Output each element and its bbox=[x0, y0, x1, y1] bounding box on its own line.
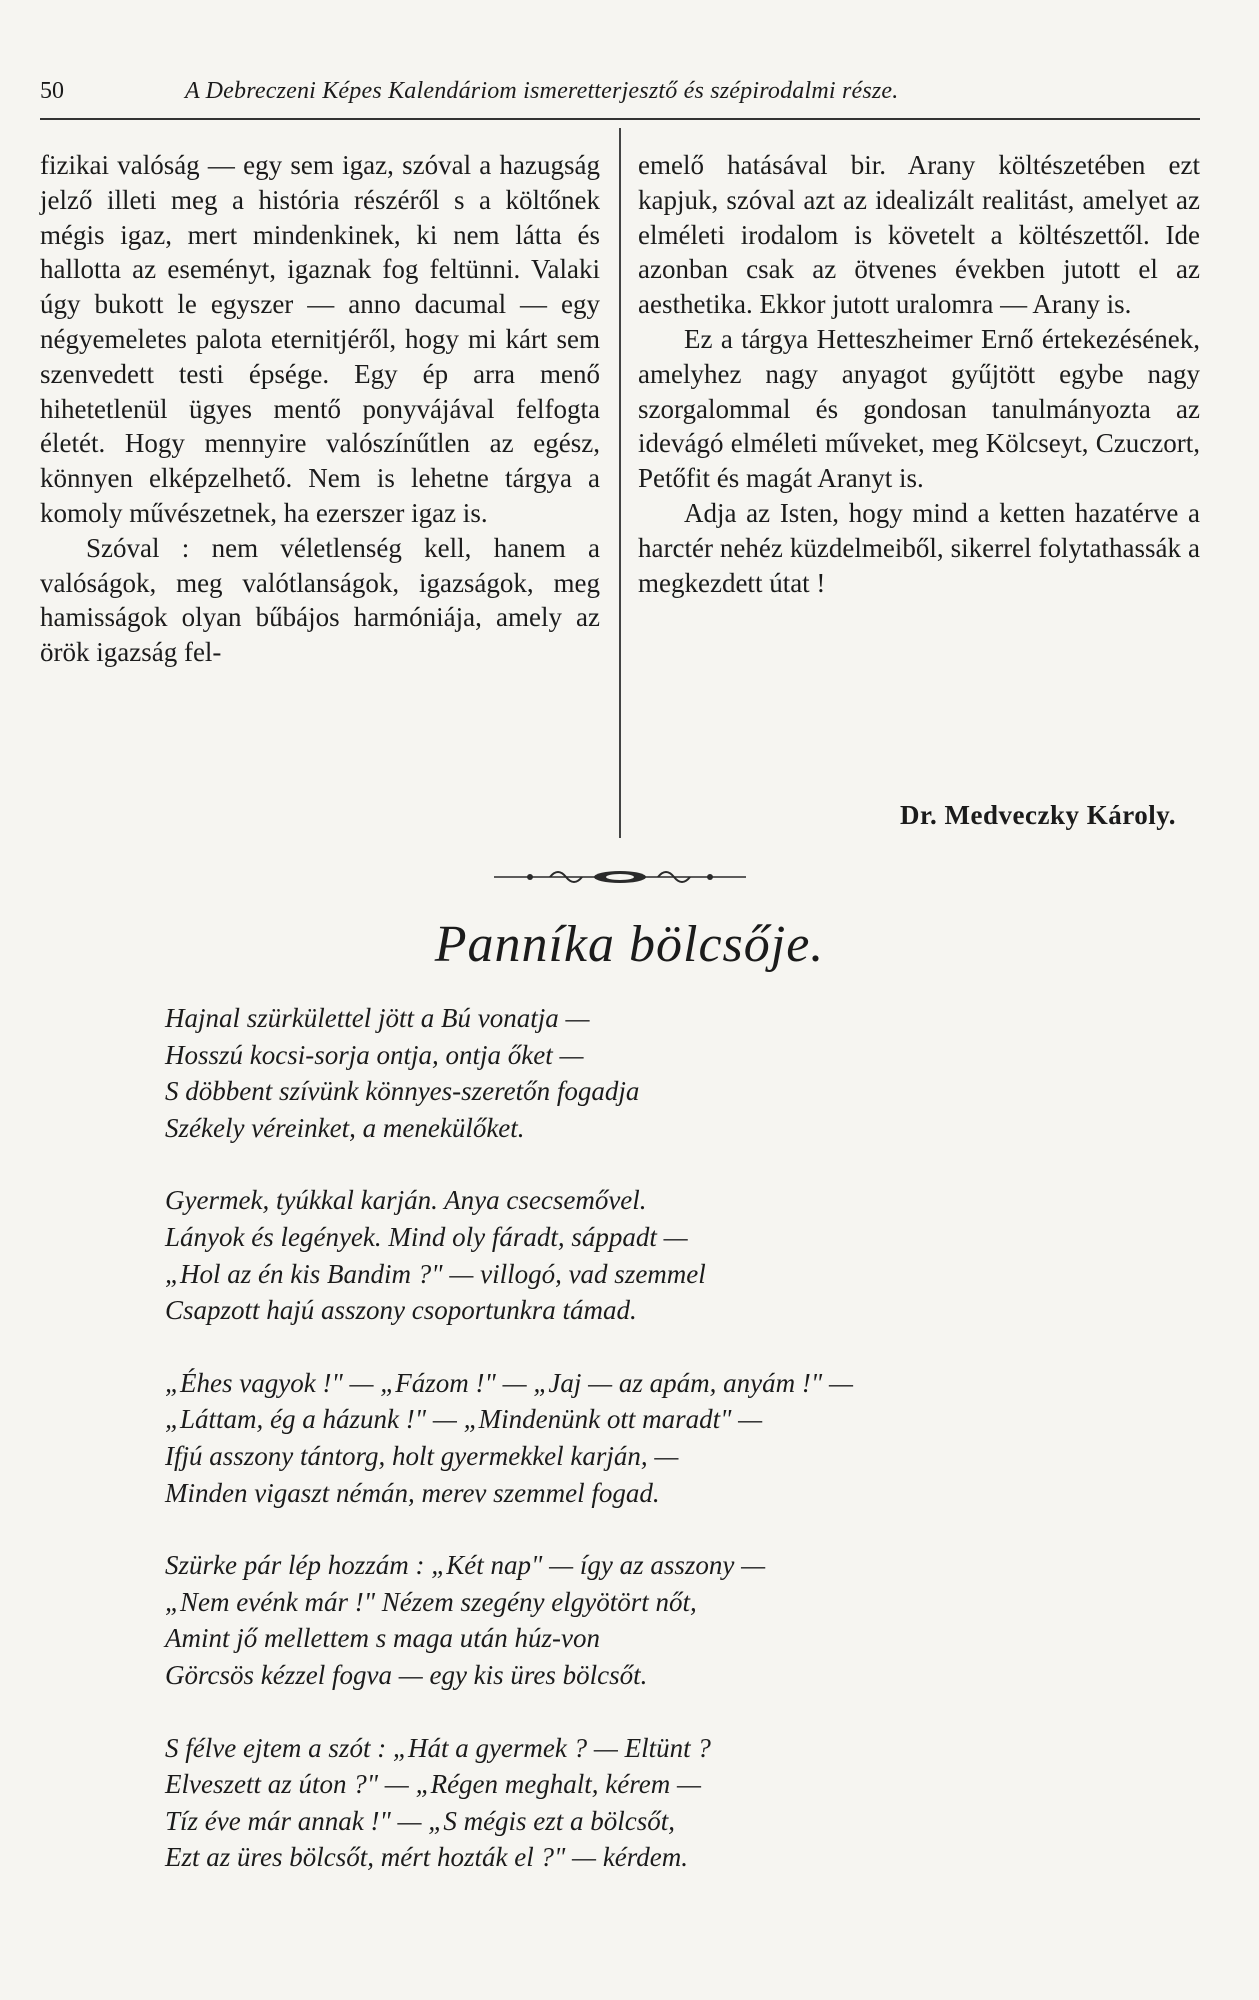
verse-line: Amint jő mellettem s maga után húz-von bbox=[165, 1623, 600, 1654]
verse-line: Elveszett az úton ?" — „Régen meghalt, kérem — bbox=[165, 1769, 701, 1800]
left-paragraph-2: Szóval : nem véletlenség kell, hanem a valóságok, meg valótlanságok, igazságok, meg hamisságok olyan bűbájos harmóniája, amely az örök igazság fel- bbox=[40, 532, 600, 668]
verse-line: Ezt az üres bölcsőt, mért hozták el ?" — kérdem. bbox=[165, 1842, 689, 1873]
right-column bbox=[638, 148, 1200, 600]
verse-line: Tíz éve már annak !" — „S mégis ezt a bölcsőt, bbox=[165, 1805, 676, 1836]
verse-line: Minden vigaszt némán, merev szemmel fogad. bbox=[165, 1477, 660, 1508]
verse-line: Ifjú asszony tántorg, holt gyermekkel karján, — bbox=[165, 1440, 679, 1471]
ornament-divider bbox=[490, 865, 750, 889]
poem-title: Panníka bölcsője. bbox=[434, 916, 825, 973]
verse-line: Csapzott hajú asszony csoportunkra támad. bbox=[165, 1295, 637, 1326]
verse-line: „Hol az én kis Bandim ?" — villogó, vad szemmel bbox=[165, 1258, 706, 1289]
verse-line: Székely véreinket, a menekülőket. bbox=[165, 1112, 525, 1143]
left-paragraph-1: fizikai valóság — egy sem igaz, szóval a hazugság jelző illeti meg a história részéről s a költőnek mégis igaz, mert mindenkinek, ki nem látta és hallotta az eseményt, igaznak fog feltünni. Valaki úgy bukott le egyszer — anno dacumal — egy négyemeletes palota eternitjéről, hogy mi kárt sem szenvedett testi épsége. Egy ép arra menő hihetetlenül ügyes mentő ponyvájával felfogta életét. Hogy mennyire valószínűtlen az egész, könnyen elképzelhető. Nem is lehetne tárgya a komoly művészetnek, ha ezerszer igaz is. bbox=[40, 150, 600, 528]
stanza bbox=[165, 1547, 1195, 1693]
verse-line: „Nem evénk már !" Nézem szegény elgyötört nőt, bbox=[165, 1586, 697, 1617]
verse-line: „Láttam, ég a házunk !" — „Mindenünk ott maradt" — bbox=[165, 1404, 763, 1435]
running-title: A Debreczeni Képes Kalendáriom ismeretterjesztő és szépirodalmi része. bbox=[185, 78, 899, 104]
verse-line: Hajnal szürkülettel jött a Bú vonatja — bbox=[165, 1003, 590, 1033]
verse-line: Hosszú kocsi-sorja ontja, ontja őket — bbox=[165, 1039, 584, 1070]
verse-line: Gyermek, tyúkkal karján. Anya csecsemővel. bbox=[165, 1185, 647, 1216]
stanza bbox=[165, 1000, 1195, 1146]
column-divider bbox=[619, 128, 621, 838]
running-header bbox=[40, 78, 1200, 112]
right-paragraph-2: Ez a tárgya Hetteszheimer Ernő értekezésének, amelyhez nagy anyagot gyűjtött egybe nagy szorgalommal és gondosan tanulmányozta az idevágó elméleti műveket, meg Kölcseyt, Czuczort, Petőfit és magát Aranyt is. bbox=[638, 323, 1200, 494]
right-paragraph-1: emelő hatásával bir. Arany költészetében ezt kapjuk, szóval azt az idealizált realitást, amelyet az elméleti irodalom is követelt a költészettől. Ide azonban csak az ötvenes években jutott el az aesthetika. Ekkor jutott uralomra — Arany is. bbox=[638, 150, 1200, 320]
stanza bbox=[165, 1730, 1195, 1876]
poem bbox=[165, 1000, 1195, 1912]
header-rule bbox=[40, 118, 1200, 120]
verse-line: Görcsös kézzel fogva — egy kis üres bölcsőt. bbox=[165, 1659, 648, 1690]
verse-line: S félve ejtem a szót : „Hát a gyermek ? — Eltünt ? bbox=[165, 1732, 711, 1763]
verse-line: „Éhes vagyok !" — „Fázom !" — „Jaj — az apám, anyám !" — bbox=[165, 1367, 853, 1398]
right-paragraph-3: Adja az Isten, hogy mind a ketten hazatérve a harctér nehéz küzdelmeiből, sikerrel folytathassák a megkezdett útat ! bbox=[638, 497, 1200, 598]
page-number: 50 bbox=[40, 78, 64, 104]
verse-line: S döbbent szívünk könnyes-szeretőn fogadja bbox=[165, 1076, 640, 1107]
left-column bbox=[40, 148, 600, 670]
verse-line: Szürke pár lép hozzám : „Két nap" — így az asszony — bbox=[165, 1550, 766, 1581]
author-signature: Dr. Medveczky Károly. bbox=[900, 800, 1176, 830]
verse-line: Lányok és legények. Mind oly fáradt, sáppadt — bbox=[165, 1221, 688, 1252]
stanza bbox=[165, 1365, 1195, 1511]
stanza bbox=[165, 1182, 1195, 1328]
